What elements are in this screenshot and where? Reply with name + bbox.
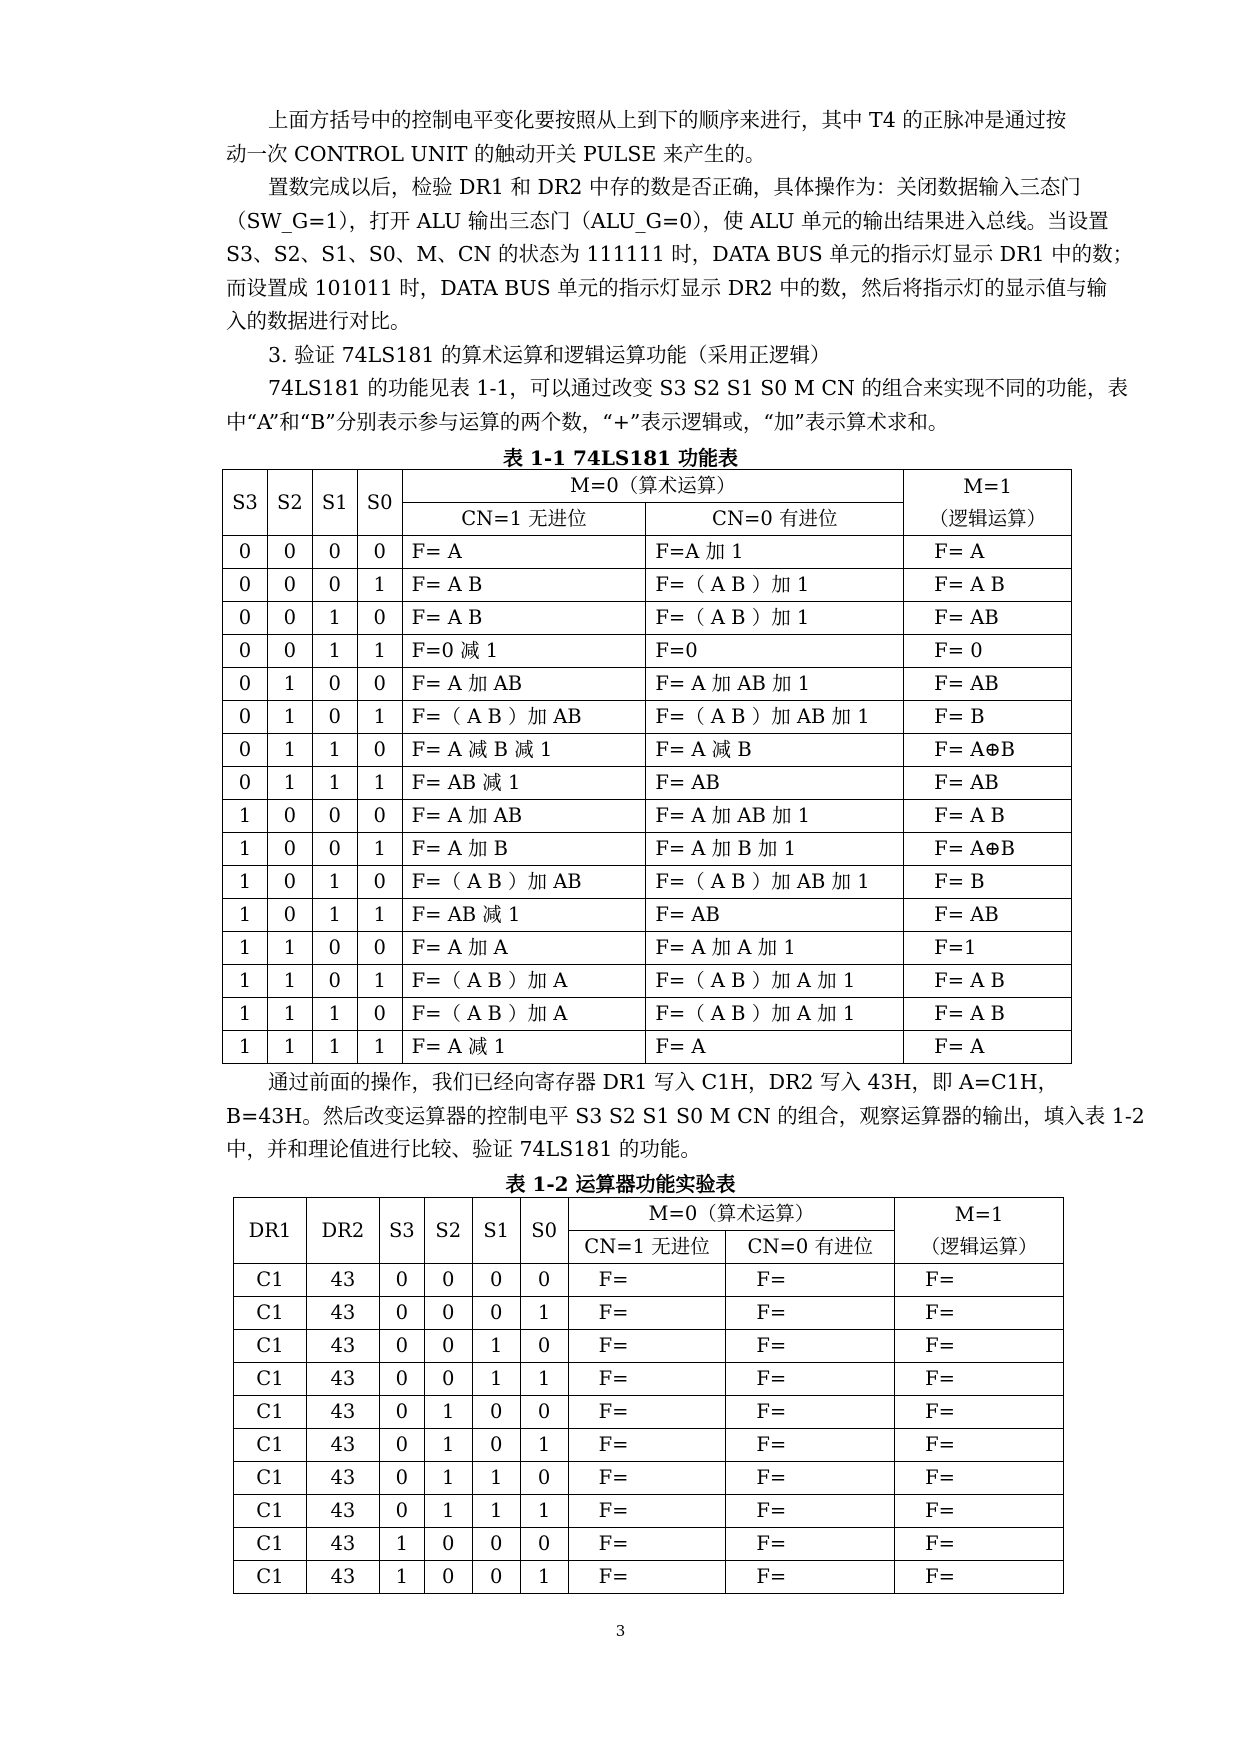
cell-m1: F= [895,1396,1064,1429]
cell-cn0: F=0 [646,635,904,668]
header-s2: S2 [424,1198,472,1264]
cell-cn1: F= A [402,536,646,569]
cell-s3: 0 [379,1363,424,1396]
cell-s1: 0 [472,1396,520,1429]
cell-cn1: F= [568,1396,726,1429]
header-cn1: CN=1 无进位 [402,503,646,536]
cell-s0: 0 [520,1462,568,1495]
cell-m1: F= [895,1363,1064,1396]
cell-s2: 1 [267,767,312,800]
cell-cn1: F= [568,1264,726,1297]
cell-s2: 0 [424,1264,472,1297]
cell-cn0: F=（ A B ）加 AB 加 1 [646,701,904,734]
cell-s0: 0 [357,998,402,1031]
header-m1 [895,1198,1064,1264]
cell-s2: 1 [267,668,312,701]
cell-m1: F= [895,1297,1064,1330]
table-row [234,1528,1064,1561]
cell-m1: F= A B [904,998,1072,1031]
cell-s1: 0 [312,932,357,965]
cell-s0: 0 [357,734,402,767]
cell-m1: F= A [904,1031,1072,1064]
cell-s1: 0 [312,569,357,602]
cell-s0: 1 [520,1297,568,1330]
cell-s3: 0 [379,1264,424,1297]
cell-s3: 0 [223,602,268,635]
cell-s2: 1 [424,1462,472,1495]
cell-cn1: F=（ A B ）加 A [402,965,646,998]
cell-dr1: C1 [234,1429,307,1462]
header-m0: M=0（算术运算） [402,470,904,503]
cell-cn0: F=（ A B ）加 AB 加 1 [646,866,904,899]
cell-cn0: F= [726,1396,895,1429]
cell-dr2: 43 [306,1363,379,1396]
cell-s0: 1 [357,965,402,998]
table-row [223,998,1072,1031]
cell-s0: 0 [357,866,402,899]
cell-dr2: 43 [306,1264,379,1297]
table-row [223,833,1072,866]
cell-s3: 0 [223,536,268,569]
cell-m1: F= AB [904,668,1072,701]
cell-m1: F= A B [904,965,1072,998]
table-row [223,965,1072,998]
header-s0: S0 [357,470,402,536]
cell-cn0: F= [726,1363,895,1396]
cell-dr1: C1 [234,1330,307,1363]
cell-s0: 1 [357,701,402,734]
cell-s1: 0 [472,1528,520,1561]
cell-s3: 0 [379,1297,424,1330]
cell-s2: 0 [267,800,312,833]
cell-cn0: F=A 加 1 [646,536,904,569]
cell-dr2: 43 [306,1330,379,1363]
cell-cn1: F=（ A B ）加 AB [402,701,646,734]
header-m1 [904,470,1072,536]
cell-s1: 0 [472,1297,520,1330]
cell-cn1: F= A 加 B [402,833,646,866]
table-row [234,1462,1064,1495]
cell-s0: 1 [357,833,402,866]
cell-s1: 0 [312,668,357,701]
table-row [223,932,1072,965]
cell-dr1: C1 [234,1297,307,1330]
cell-cn1: F= A 加 AB [402,668,646,701]
cell-dr1: C1 [234,1264,307,1297]
cell-m1: F= A B [904,800,1072,833]
intro-line: 入的数据进行对比。 [226,309,411,333]
cell-s1: 0 [312,833,357,866]
cell-s0: 1 [520,1495,568,1528]
cell-s3: 1 [379,1561,424,1594]
cell-dr2: 43 [306,1561,379,1594]
header-dr2: DR2 [306,1198,379,1264]
cell-s0: 1 [520,1561,568,1594]
cell-m1: F= B [904,701,1072,734]
cell-s1: 0 [472,1264,520,1297]
intro-line: S3、S2、S1、S0、M、CN 的状态为 111111 时，DATA BUS 单元的指示灯显示 DR1 中的数； [226,242,1134,266]
cell-s1: 1 [312,602,357,635]
cell-s3: 1 [223,965,268,998]
cell-m1: F= [895,1429,1064,1462]
cell-s0: 0 [520,1264,568,1297]
intro-line: 动一次 CONTROL UNIT 的触动开关 PULSE 来产生的。 [226,141,766,166]
cell-m1: F= [895,1462,1064,1495]
cell-s2: 0 [267,833,312,866]
experiment-table [233,1197,1064,1594]
table-row [223,734,1072,767]
cell-cn1: F= AB 减 1 [402,899,646,932]
cell-s1: 1 [472,1363,520,1396]
table-row [234,1264,1064,1297]
cell-s2: 1 [267,734,312,767]
header-s1: S1 [472,1198,520,1264]
cell-cn0: F= A [646,1031,904,1064]
cell-m1: F= A⊕B [904,734,1072,767]
cell-cn1: F= [568,1462,726,1495]
cell-dr1: C1 [234,1363,307,1396]
cell-s0: 1 [357,899,402,932]
cell-s2: 1 [267,998,312,1031]
middle-text [226,1066,1145,1167]
header-cn1: CN=1 无进位 [568,1231,726,1264]
table2-caption: 表 1-2 运算器功能实验表 [505,1172,736,1196]
cell-m1: F= [895,1330,1064,1363]
table-row [223,701,1072,734]
cell-s2: 0 [424,1561,472,1594]
cell-s1: 0 [312,800,357,833]
cell-cn0: F= AB [646,767,904,800]
cell-dr1: C1 [234,1462,307,1495]
cell-cn1: F=（ A B ）加 AB [402,866,646,899]
table-row [223,800,1072,833]
header-m1-line1: M=1 [954,1202,1004,1226]
cell-cn0: F=（ A B ）加 A 加 1 [646,965,904,998]
header-cn0: CN=0 有进位 [646,503,904,536]
cell-s2: 0 [267,866,312,899]
cell-m1: F= [895,1528,1064,1561]
cell-dr2: 43 [306,1396,379,1429]
function-table [222,469,1072,1064]
cell-s1: 0 [312,701,357,734]
section-heading: 3. 验证 74LS181 的算术运算和逻辑运算功能（采用正逻辑） [268,342,831,367]
cell-cn1: F= [568,1330,726,1363]
table-row [223,866,1072,899]
cell-s2: 0 [267,536,312,569]
table-row [234,1495,1064,1528]
cell-s1: 0 [472,1429,520,1462]
intro-line: 上面方括号中的控制电平变化要按照从上到下的顺序来进行，其中 T4 的正脉冲是通过按 [268,108,1067,132]
cell-s0: 0 [357,668,402,701]
cell-m1: F=1 [904,932,1072,965]
header-cn0: CN=0 有进位 [726,1231,895,1264]
cell-s2: 0 [424,1363,472,1396]
table-row [234,1429,1064,1462]
middle-line: 中，并和理论值进行比较、验证 74LS181 的功能。 [226,1137,701,1161]
cell-s1: 1 [312,1031,357,1064]
cell-m1: F= A B [904,569,1072,602]
cell-dr2: 43 [306,1495,379,1528]
cell-s2: 0 [267,899,312,932]
table-row [223,668,1072,701]
cell-m1: F= AB [904,602,1072,635]
cell-s2: 1 [267,1031,312,1064]
cell-s0: 0 [520,1396,568,1429]
cell-m1: F= A⊕B [904,833,1072,866]
header-dr1: DR1 [234,1198,307,1264]
cell-s0: 0 [357,602,402,635]
table-row [234,1396,1064,1429]
cell-s3: 1 [223,998,268,1031]
cell-m1: F= [895,1495,1064,1528]
cell-cn0: F= [726,1495,895,1528]
cell-dr2: 43 [306,1429,379,1462]
cell-s2: 0 [267,602,312,635]
cell-s3: 0 [223,668,268,701]
cell-m1: F= AB [904,899,1072,932]
cell-s3: 1 [223,899,268,932]
cell-cn0: F= A 减 B [646,734,904,767]
cell-dr1: C1 [234,1495,307,1528]
cell-m1: F= AB [904,767,1072,800]
cell-s1: 1 [312,899,357,932]
cell-cn1: F= [568,1297,726,1330]
cell-cn0: F= [726,1462,895,1495]
table-row [223,1031,1072,1064]
cell-s3: 0 [379,1396,424,1429]
cell-s3: 1 [379,1528,424,1561]
cell-dr1: C1 [234,1528,307,1561]
cell-cn1: F= [568,1561,726,1594]
cell-s3: 1 [223,866,268,899]
intro-text [226,104,1134,439]
table-row [234,1297,1064,1330]
cell-m1: F= 0 [904,635,1072,668]
cell-cn1: F= A 加 AB [402,800,646,833]
middle-line: B=43H。然后改变运算器的控制电平 S3 S2 S1 S0 M CN 的组合，观察运算器的输出，填入表 1-2 [226,1103,1145,1128]
cell-cn1: F= [568,1429,726,1462]
cell-s3: 0 [379,1462,424,1495]
cell-m1: F= [895,1561,1064,1594]
cell-dr2: 43 [306,1462,379,1495]
cell-cn1: F= A B [402,602,646,635]
cell-cn0: F= [726,1297,895,1330]
cell-s1: 1 [312,734,357,767]
cell-s3: 0 [223,635,268,668]
cell-s2: 0 [424,1528,472,1561]
cell-s3: 0 [379,1330,424,1363]
cell-s1: 0 [472,1561,520,1594]
cell-s1: 0 [312,536,357,569]
cell-s3: 0 [379,1495,424,1528]
cell-dr1: C1 [234,1396,307,1429]
cell-s1: 0 [312,965,357,998]
cell-s1: 1 [472,1330,520,1363]
cell-cn0: F= [726,1429,895,1462]
cell-s2: 1 [424,1396,472,1429]
cell-m1: F= [895,1264,1064,1297]
cell-s2: 0 [424,1297,472,1330]
cell-s3: 1 [223,1031,268,1064]
cell-m1: F= B [904,866,1072,899]
cell-s1: 1 [312,866,357,899]
cell-cn0: F= A 加 AB 加 1 [646,800,904,833]
header-m0: M=0（算术运算） [568,1198,895,1231]
page-number: 3 [615,1622,626,1640]
header-m1-line2: （逻辑运算） [920,1234,1038,1258]
table-row [223,635,1072,668]
cell-s3: 0 [223,701,268,734]
cell-s1: 1 [472,1462,520,1495]
cell-s0: 1 [520,1363,568,1396]
cell-cn1: F= AB 减 1 [402,767,646,800]
cell-cn1: F= [568,1495,726,1528]
cell-s1: 1 [312,767,357,800]
cell-cn0: F= A 加 AB 加 1 [646,668,904,701]
cell-s0: 0 [357,536,402,569]
cell-s1: 1 [312,998,357,1031]
cell-s3: 1 [223,833,268,866]
cell-s0: 0 [357,932,402,965]
cell-s2: 0 [267,635,312,668]
cell-cn1: F= A B [402,569,646,602]
cell-cn0: F=（ A B ）加 1 [646,569,904,602]
cell-s3: 0 [223,734,268,767]
header-s3: S3 [223,470,268,536]
cell-cn0: F=（ A B ）加 1 [646,602,904,635]
header-s0: S0 [520,1198,568,1264]
cell-cn0: F= A 加 B 加 1 [646,833,904,866]
cell-cn0: F= [726,1528,895,1561]
cell-s0: 1 [357,635,402,668]
cell-s1: 1 [472,1495,520,1528]
cell-cn1: F= A 减 B 减 1 [402,734,646,767]
intro-line: 而设置成 101011 时，DATA BUS 单元的指示灯显示 DR2 中的数，然后将指示灯的显示值与输 [226,275,1108,300]
cell-s0: 0 [520,1528,568,1561]
cell-s0: 1 [357,1031,402,1064]
intro-line: 置数完成以后，检验 DR1 和 DR2 中存的数是否正确，具体操作为：关闭数据输入三态门 [268,175,1081,199]
cell-dr1: C1 [234,1561,307,1594]
table-row [234,1363,1064,1396]
cell-m1: F= A [904,536,1072,569]
header-s3: S3 [379,1198,424,1264]
cell-s0: 1 [357,569,402,602]
cell-s3: 1 [223,800,268,833]
cell-cn1: F= A 加 A [402,932,646,965]
cell-cn0: F= [726,1330,895,1363]
cell-s2: 1 [267,965,312,998]
table-row [223,602,1072,635]
table-row [223,536,1072,569]
cell-s2: 0 [267,569,312,602]
cell-dr2: 43 [306,1528,379,1561]
cell-cn0: F= [726,1561,895,1594]
table-row [223,899,1072,932]
cell-s3: 1 [223,932,268,965]
table-row [234,1330,1064,1363]
table-row [223,569,1072,602]
header-s1: S1 [312,470,357,536]
cell-s2: 1 [424,1429,472,1462]
cell-s0: 1 [520,1429,568,1462]
cell-s3: 0 [223,569,268,602]
cell-s2: 1 [267,932,312,965]
cell-s3: 0 [223,767,268,800]
cell-cn1: F= [568,1528,726,1561]
cell-s2: 1 [424,1495,472,1528]
table-row [234,1561,1064,1594]
intro-line: （SW_G=1），打开 ALU 输出三态门（ALU_G=0），使 ALU 单元的输出结果进入总线。当设置 [226,208,1109,233]
cell-cn1: F=（ A B ）加 A [402,998,646,1031]
cell-cn0: F= [726,1264,895,1297]
cell-cn1: F=0 减 1 [402,635,646,668]
cell-s2: 0 [424,1330,472,1363]
cell-s1: 1 [312,635,357,668]
cell-s3: 0 [379,1429,424,1462]
header-m1-line2: （逻辑运算） [929,506,1047,530]
cell-cn0: F= AB [646,899,904,932]
middle-line: 通过前面的操作，我们已经向寄存器 DR1 写入 C1H，DR2 写入 43H，即 A=C1H， [268,1070,1059,1094]
intro-line: 74LS181 的功能见表 1-1，可以通过改变 S3 S2 S1 S0 M CN 的组合来实现不同的功能，表 [268,376,1128,400]
table-row [223,767,1072,800]
cell-s0: 0 [520,1330,568,1363]
cell-s0: 1 [357,767,402,800]
cell-s2: 1 [267,701,312,734]
cell-s0: 0 [357,800,402,833]
cell-cn1: F= [568,1363,726,1396]
table1-caption: 表 1-1 74LS181 功能表 [502,446,739,470]
cell-cn0: F=（ A B ）加 A 加 1 [646,998,904,1031]
cell-cn1: F= A 减 1 [402,1031,646,1064]
header-m1-line1: M=1 [963,474,1012,498]
cell-cn0: F= A 加 A 加 1 [646,932,904,965]
header-s2: S2 [267,470,312,536]
cell-dr2: 43 [306,1297,379,1330]
intro-line: 中“A”和“B”分别表示参与运算的两个数，“+”表示逻辑或，“加”表示算术求和。 [226,409,949,434]
